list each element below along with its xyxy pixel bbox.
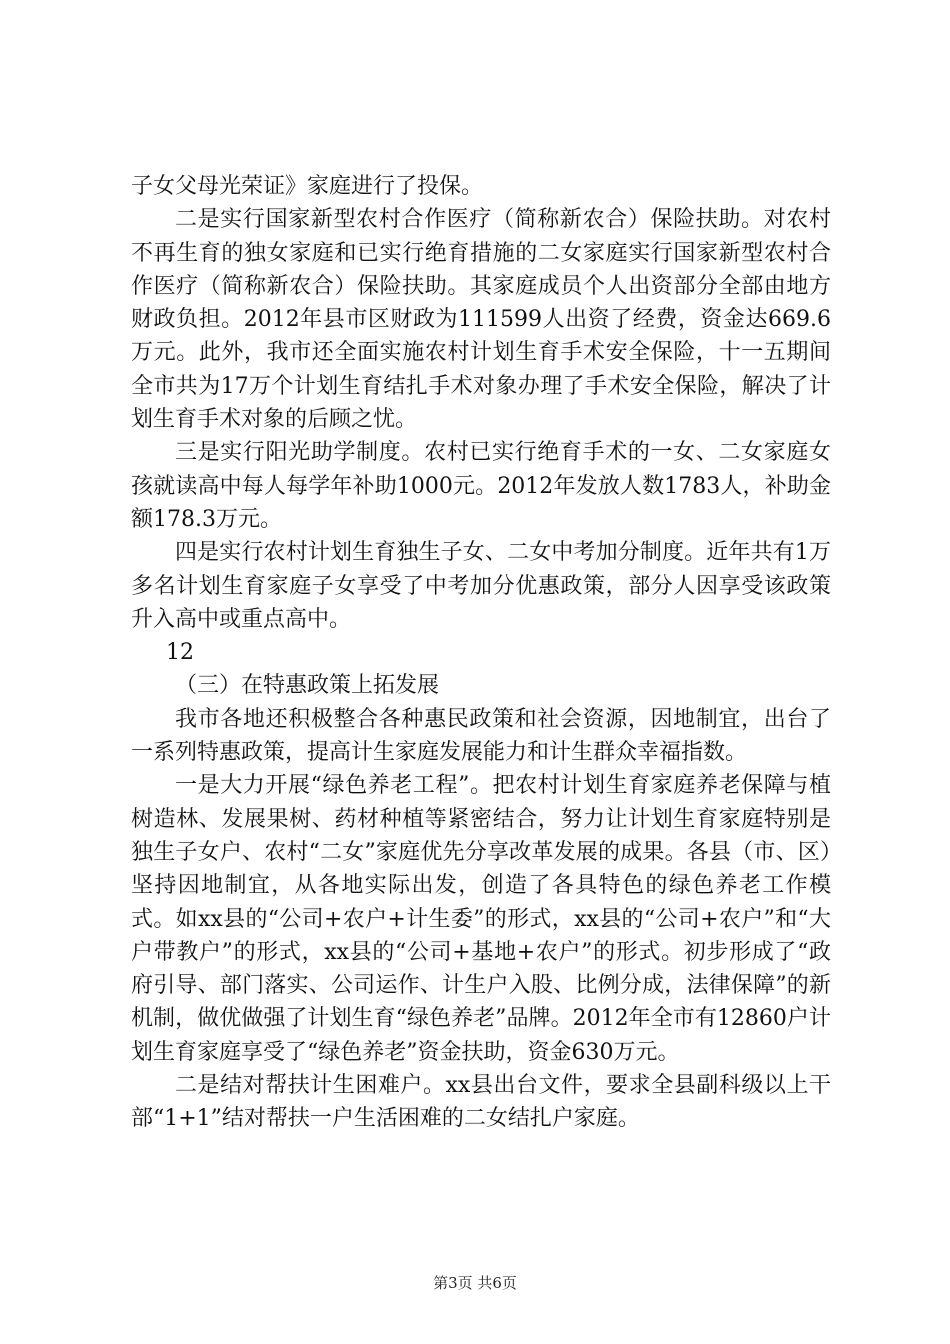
paragraph-exam-bonus: 四是实行农村计划生育独生子女、二女中考加分制度。近年共有1万多名计划生育家庭子女享受了中考加分优惠政策，部分人因享受该政策升入高中或重点高中。 xyxy=(131,540,831,632)
paragraph-continuation: 子女父母光荣证》家庭进行了投保。 xyxy=(131,174,484,199)
section-heading: （三）在特惠政策上拓发展 xyxy=(175,673,440,699)
paragraph-number-marker: 12 xyxy=(166,640,194,666)
paragraph-medical-insurance: 二是实行国家新型农村合作医疗（简称新农合）保险扶助。对农村不再生育的独女家庭和已实行绝育措施的二女家庭实行国家新型农村合作医疗（简称新农合）保险扶助。其家庭成员个人出资部分全部由地方财政负担。2012年县市区财政为111599人出资了经费，资金达669.6万元。此外，我市还全面实施农村计划生育手术安全保险，十一五期间全市共为17万个计划生育结扎手术对象办理了手术安全保险，解决了计划生育手术对象的后顾之忧。 xyxy=(131,207,831,433)
paragraph-sunshine-education: 三是实行阳光助学制度。农村已实行绝育手术的一女、二女家庭女孩就读高中每人每学年补助1000元。2012年发放人数1783人，补助金额178.3万元。 xyxy=(131,440,831,532)
paragraph-special-policies: 我市各地还积极整合各种惠民政策和社会资源，因地制宜，出台了一系列特惠政策，提高计生家庭发展能力和计生群众幸福指数。 xyxy=(131,706,831,766)
paragraph-pairing-assistance: 二是结对帮扶计生困难户。xx县出台文件，要求全县副科级以上干部“1+1”结对帮扶一户生活困难的二女结扎户家庭。 xyxy=(131,1073,831,1132)
paragraph-green-elderly-care: 一是大力开展“绿色养老工程”。把农村计划生育家庭养老保障与植树造林、发展果树、药材种植等紧密结合，努力让计划生育家庭特别是独生子女户、农村“二女”家庭优先分享改革发展的成果。各县（市、区）坚持因地制宜，从各地实际出发，创造了各具特色的绿色养老工作模式。如xx县的“公司+农户+计生委”的形式，xx县的“公司+农户”和“大户带教户”的形式，xx县的“公司+基地+农户”的形式。初步形成了“政府引导、部门落实、公司运作、计生户入股、比例分成，法律保障”的新机制，做优做强了计划生育“绿色养老”品牌。2012年全市有12860户计划生育家庭享受了“绿色养老”资金扶助，资金630万元。 xyxy=(131,773,831,1065)
page-footer: 第3页 共6页 xyxy=(433,1274,517,1292)
document-body xyxy=(131,170,831,1136)
